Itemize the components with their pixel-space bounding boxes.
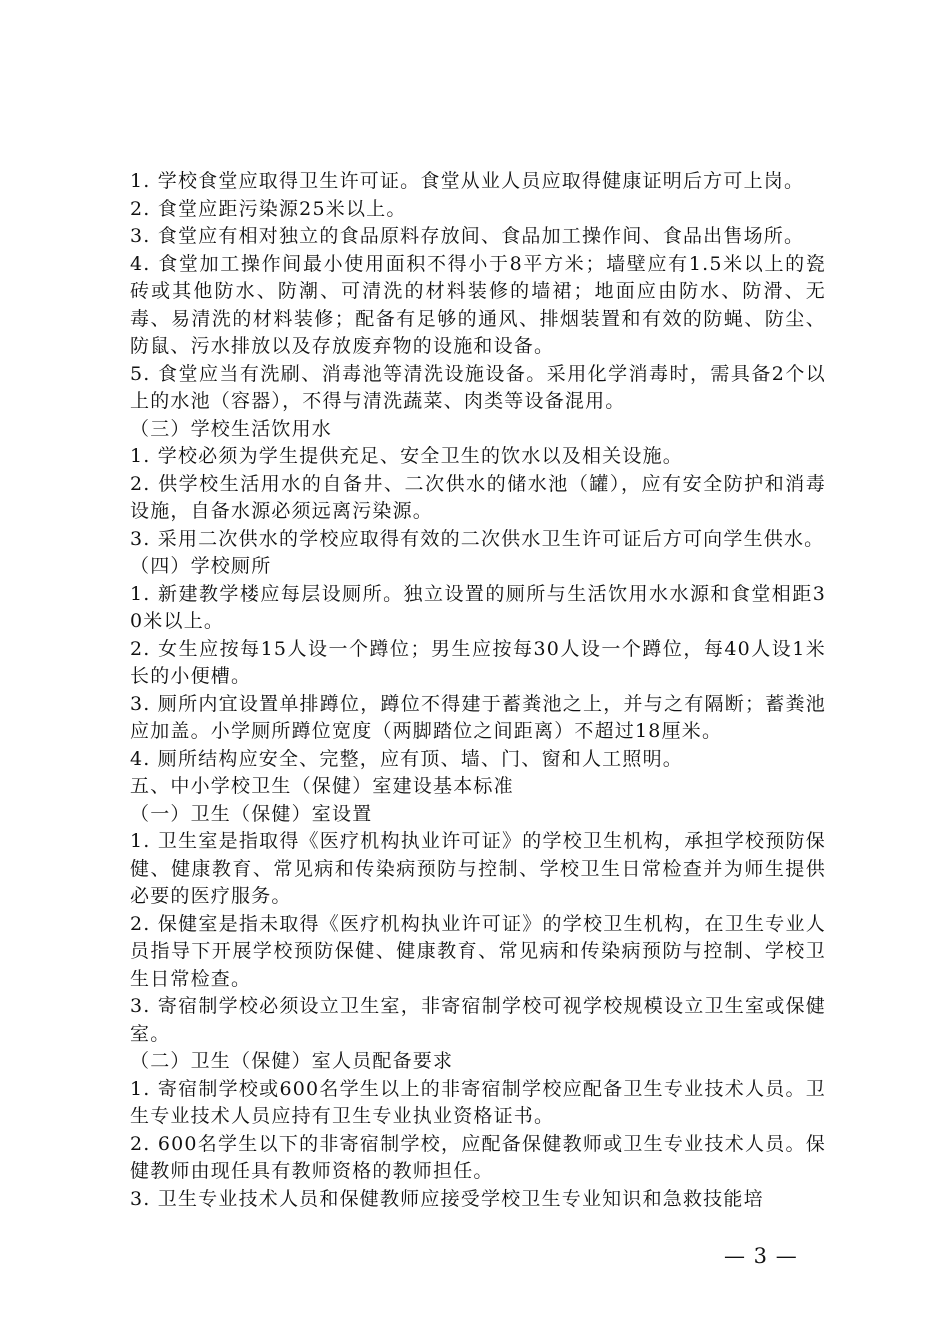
paragraph: 5. 食堂应当有洗刷、消毒池等清洗设施设备。采用化学消毒时，需具备2个以上的水池（容器），不得与清洗蔬菜、肉类等设备混用。 [130,362,826,412]
paragraph: 1. 学校必须为学生提供充足、安全卫生的饮水以及相关设施。 [130,445,683,467]
paragraph: 4. 食堂加工操作间最小使用面积不得小于8平方米；墙壁应有1.5米以上的瓷砖或其他防水、防潮、可清洗的材料装修的墙裙；地面应由防水、防滑、无毒、易清洗的材料装修；配备有足够的通风、排烟装置和有效的防蝇、防尘、防鼠、污水排放以及存放废弃物的设施和设备。 [130,252,826,357]
paragraph: 2. 保健室是指未取得《医疗机构执业许可证》的学校卫生机构，在卫生专业人员指导下开展学校预防保健、健康教育、常见病和传染病预防与控制、学校卫生日常检查。 [130,912,826,990]
paragraph: 3. 卫生专业技术人员和保健教师应接受学校卫生专业知识和急救技能培 [130,1187,764,1210]
paragraph: 1. 学校食堂应取得卫生许可证。食堂从业人员应取得健康证明后方可上岗。 [130,170,805,192]
paragraph: 2. 女生应按每15人设一个蹲位；男生应按每30人设一个蹲位，每40人设1米长的小便槽。 [130,637,826,687]
section-heading: （四）学校厕所 [130,555,272,577]
paragraph: 3. 食堂应有相对独立的食品原料存放间、食品加工操作间、食品出售场所。 [130,225,805,247]
page-number: — 3 — [724,1244,798,1268]
section-heading: （二）卫生（保健）室人员配备要求 [130,1050,454,1072]
paragraph: 3. 采用二次供水的学校应取得有效的二次供水卫生许可证后方可向学生供水。 [130,527,825,550]
paragraph: 1. 卫生室是指取得《医疗机构执业许可证》的学校卫生机构，承担学校预防保健、健康教育、常见病和传染病预防与控制、学校卫生日常检查并为师生提供必要的医疗服务。 [130,830,826,907]
section-heading: （一）卫生（保健）室设置 [130,802,373,825]
paragraph: 2. 600名学生以下的非寄宿制学校，应配备保健教师或卫生专业技术人员。保健教师由现任具有教师资格的教师担任。 [130,1132,826,1182]
paragraph: 2. 供学校生活用水的自备井、二次供水的储水池（罐），应有安全防护和消毒设施，自备水源必须远离污染源。 [130,472,826,522]
chapter-heading: 五、中小学校卫生（保健）室建设基本标准 [130,775,514,797]
document-body [130,168,826,1213]
paragraph: 3. 厕所内宜设置单排蹲位，蹲位不得建于蓄粪池之上，并与之有隔断；蓄粪池应加盖。小学厕所蹲位宽度（两脚踏位之间距离）不超过18厘米。 [130,692,826,742]
paragraph: 2. 食堂应距污染源25米以上。 [130,197,407,220]
paragraph: 1. 新建教学楼应每层设厕所。独立设置的厕所与生活饮用水水源和食堂相距30米以上。 [130,582,826,632]
paragraph: 4. 厕所结构应安全、完整，应有顶、墙、门、窗和人工照明。 [130,747,683,770]
section-heading: （三）学校生活饮用水 [130,417,333,440]
paragraph: 3. 寄宿制学校必须设立卫生室，非寄宿制学校可视学校规模设立卫生室或保健室。 [130,995,826,1045]
paragraph: 1. 寄宿制学校或600名学生以上的非寄宿制学校应配备卫生专业技术人员。卫生专业技术人员应持有卫生专业执业资格证书。 [130,1077,826,1127]
